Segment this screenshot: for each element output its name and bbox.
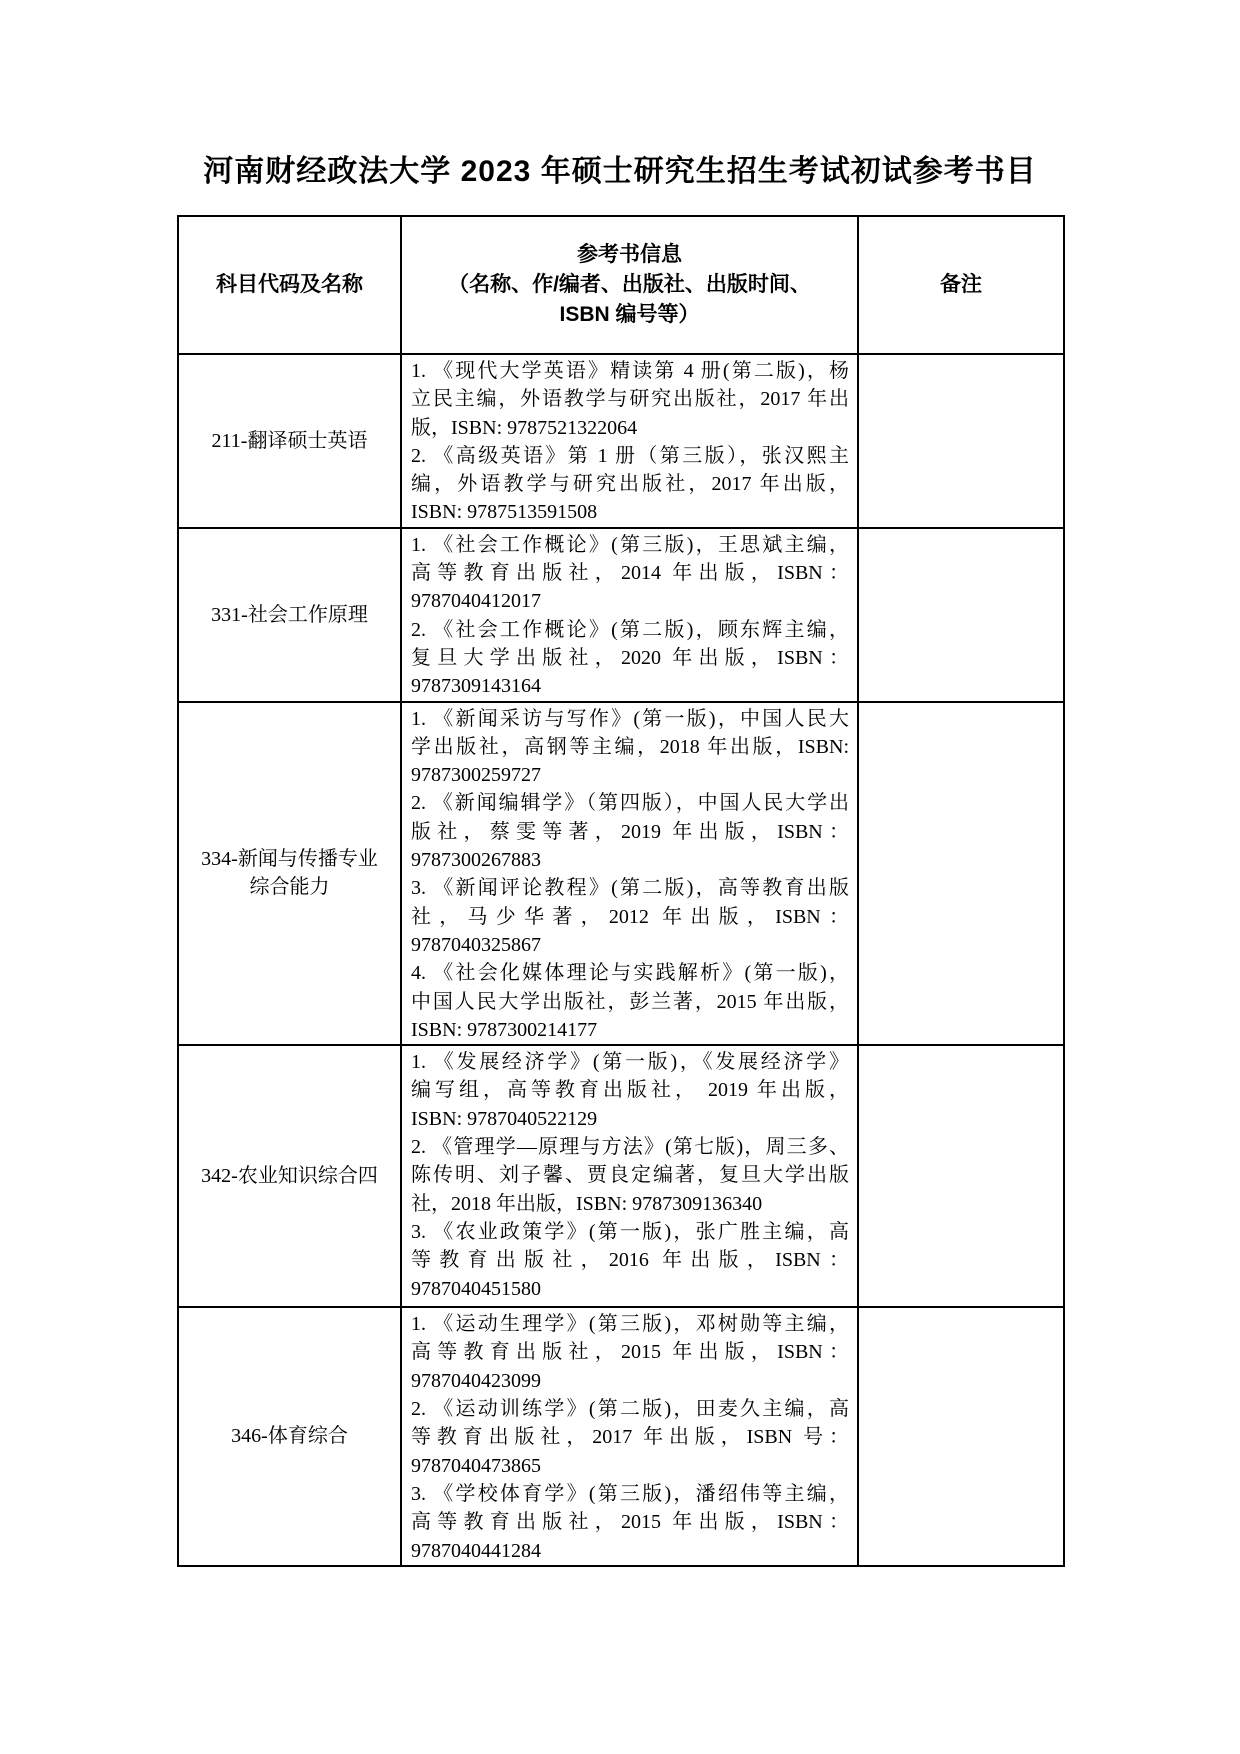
book-line: 编，外语教学与研究出版社，2017 年出版， (411, 473, 849, 496)
subject-cell (178, 528, 401, 702)
remark-cell (858, 354, 1064, 528)
subject-line: 342-农业知识综合四 (201, 1165, 378, 1188)
remark-cell (858, 1307, 1064, 1566)
book-item (411, 705, 849, 790)
subject-line: 211-翻译硕士英语 (211, 429, 368, 452)
book-line: 立民主编，外语教学与研究出版社，2017 年出 (411, 388, 849, 411)
book-line: 中国人民大学出版社，彭兰著，2015 年出版， (411, 990, 849, 1013)
book-line: 学出版社，高钢等主编，2018 年出版，ISBN: (411, 735, 849, 758)
header-subject-column: 科目代码及名称 (178, 216, 401, 354)
book-line: 4. 《社会化媒体理论与实践解析》(第一版)， (411, 962, 849, 985)
book-line: 1. 《发展经济学》(第一版)，《发展经济学》 (411, 1051, 849, 1074)
book-line: 9787040412017 (411, 590, 541, 613)
book-line: 3. 《农业政策学》(第一版)，张广胜主编，高 (411, 1220, 849, 1243)
header-books-line: （名称、作/编者、出版社、出版时间、 (448, 273, 811, 296)
book-item (411, 874, 849, 959)
book-line: 2. 《社会工作概论》(第二版)，顾东辉主编， (411, 618, 849, 641)
header-books-line: 参考书信息 (577, 243, 682, 266)
subject-cell (178, 702, 401, 1046)
book-line: 复旦大学出版社，2020 年出版，ISBN： (411, 646, 849, 669)
book-line: 9787040451580 (411, 1277, 541, 1300)
subject-cell (178, 354, 401, 528)
subject-cell (178, 1307, 401, 1566)
subject-line: 331-社会工作原理 (211, 603, 368, 626)
header-remark-column: 备注 (858, 216, 1064, 354)
book-line: 1. 《社会工作概论》(第三版)，王思斌主编， (411, 533, 849, 556)
book-line: 2. 《运动训练学》(第二版)，田麦久主编，高 (411, 1398, 849, 1421)
book-item (411, 1218, 849, 1303)
book-line: 9787040423099 (411, 1369, 541, 1392)
books-cell (401, 1045, 858, 1307)
book-line: 编写组，高等教育出版社， 2019 年出版， (411, 1079, 849, 1102)
table-row (178, 1307, 1064, 1566)
books-cell (401, 354, 858, 528)
book-line: 社，2018 年出版，ISBN: 9787309136340 (411, 1192, 763, 1215)
book-item (411, 1395, 849, 1480)
book-line: 9787040473865 (411, 1454, 541, 1477)
book-line: 版社，蔡雯等著，2019 年出版，ISBN： (411, 820, 849, 843)
book-item (411, 531, 849, 616)
book-item (411, 616, 849, 701)
book-line: 1. 《运动生理学》(第三版)，邓树勋等主编， (411, 1313, 849, 1336)
books-cell (401, 528, 858, 702)
book-line: 高等教育出版社，2015 年出版，ISBN： (411, 1341, 849, 1364)
books-cell (401, 702, 858, 1046)
table-row (178, 354, 1064, 528)
book-line: 陈传明、刘子馨、贾良定编著，复旦大学出版 (411, 1164, 849, 1187)
header-row (178, 216, 1064, 354)
book-line: 3. 《新闻评论教程》(第二版)，高等教育出版 (411, 877, 849, 900)
book-line: ISBN: 9787513591508 (411, 501, 598, 524)
book-item (411, 959, 849, 1044)
book-line: 等教育出版社，2017 年出版，ISBN 号： (411, 1426, 849, 1449)
book-item (411, 442, 849, 527)
remark-cell (858, 702, 1064, 1046)
reference-books-table (177, 215, 1065, 1567)
book-line: ISBN: 9787300214177 (411, 1018, 598, 1041)
book-item (411, 789, 849, 874)
book-line: 高等教育出版社，2014 年出版，ISBN： (411, 562, 849, 585)
book-line: 社，马少华著，2012 年出版，ISBN： (411, 905, 849, 928)
book-line: 9787040441284 (411, 1539, 541, 1562)
book-line: 1. 《现代大学英语》精读第 4 册(第二版)，杨 (411, 360, 849, 382)
book-item (411, 1048, 849, 1133)
book-line: 9787309143164 (411, 675, 541, 698)
book-item (411, 1310, 849, 1395)
header-books-column (401, 216, 858, 354)
book-line: ISBN: 9787040522129 (411, 1107, 598, 1130)
book-line: 等教育出版社，2016 年出版，ISBN： (411, 1249, 849, 1272)
table-row (178, 702, 1064, 1046)
book-line: 版，ISBN: 9787521322064 (411, 416, 638, 439)
book-line: 2. 《管理学—原理与方法》(第七版)，周三多、 (411, 1136, 849, 1159)
book-line: 2. 《高级英语》第 1 册（第三版），张汉熙主 (411, 444, 849, 467)
table-row (178, 1045, 1064, 1307)
book-line: 3. 《学校体育学》(第三版)，潘绍伟等主编， (411, 1482, 849, 1505)
book-line: 9787040325867 (411, 933, 541, 956)
subject-line: 综合能力 (249, 876, 330, 899)
remark-cell (858, 528, 1064, 702)
book-line: 9787300267883 (411, 849, 541, 872)
book-item (411, 357, 849, 442)
table-row (178, 528, 1064, 702)
page-title: 河南财经政法大学 2023 年硕士研究生招生考试初试参考书目 (203, 155, 1037, 188)
subject-cell (178, 1045, 401, 1307)
book-item (411, 1133, 849, 1218)
book-line: 2. 《新闻编辑学》（第四版），中国人民大学出 (411, 792, 849, 815)
book-line: 9787300259727 (411, 764, 541, 787)
books-cell (401, 1307, 858, 1566)
subject-line: 346-体育综合 (231, 1425, 348, 1448)
book-line: 高等教育出版社，2015 年出版，ISBN： (411, 1511, 849, 1534)
header-books-line: ISBN 编号等） (559, 303, 700, 326)
remark-cell (858, 1045, 1064, 1307)
book-item (411, 1480, 849, 1565)
book-line: 1. 《新闻采访与写作》(第一版)，中国人民大 (411, 707, 849, 730)
subject-line: 334-新闻与传播专业 (201, 848, 378, 871)
